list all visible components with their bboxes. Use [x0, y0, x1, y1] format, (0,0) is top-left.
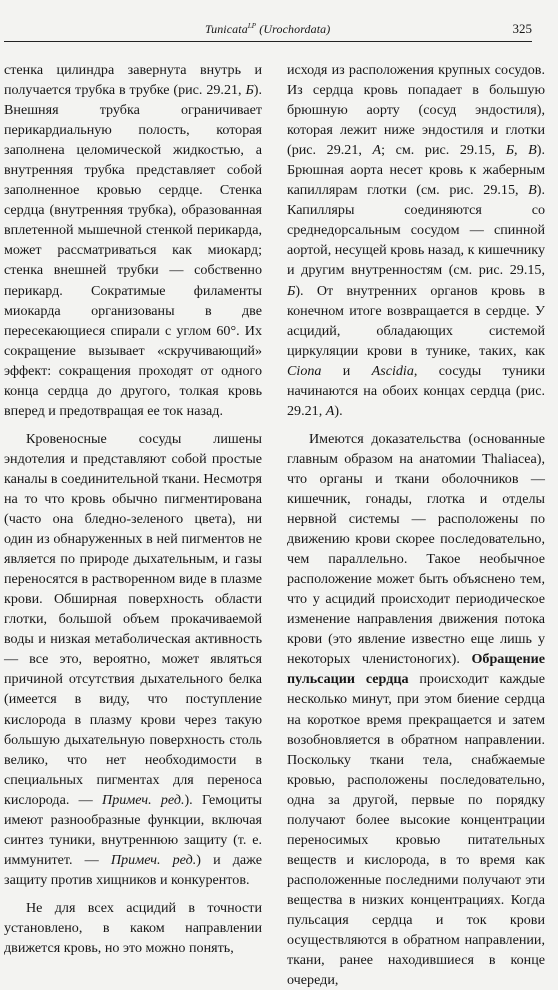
running-head — [205, 22, 330, 37]
left-paragraph-1: стенка цилиндра завернута внутрь и получается трубка в трубке (рис. 29.21, Б). Внешняя трубка ограничивает перикардиальную полость, которая заполнена целомической жидкостью, а внутренняя трубка представляет собой заполненное кровью сердце. Стенка сердца (внутренняя трубка), образованная вплетенной мышечной стенкой перикарда, может рассматриваться как миокард; стенка внешней трубки — собственно перикард. Сократимые филаменты миокарда организованы в две пересекающиеся спирали с углом 60°. Их сокращение вызывает «скручивающий» эффект: сокращения проходят от одного конца сердца до другого, толкая кровь вперед и предотвращая ее ток назад. — [4, 62, 262, 419]
running-title-superscript: LP — [247, 22, 257, 30]
header-rule — [4, 41, 532, 42]
bold-term: Обращение пульсации сердца — [287, 651, 545, 688]
right-paragraph-2: Имеются доказательства (основанные главным образом на анатомии Thaliacea), что органы и ткани оболочников — кишечник, гонады, глотка и отделы нервной системы — расположены по движению крови скорее последовательно, чем параллельно. Такое необычное расположение может быть объяснено тем, что у асцидий происходит периодическое изменение направления движения потока крови (это явление известно еще лишь у некоторых членистоногих). Обращение пульсации сердца происходит каждые несколько минут, при этом биение сердца на короткое время прекращается и затем возобновляется в обратном направлении. Поскольку ткани тела, снабжаемые кровью, расположены последовательно, одна за другой, первые по порядку получают более высокие концентрации переносимых кровью питательных веществ и кислорода, в то время как расположенные последними получают эти вещества в низких концентрациях. Когда пульсация сердца и ток крови осуществляются в обратном направлении, ткани, ранее находившиеся в конце очереди, — [287, 430, 545, 989]
page-number: 325 — [512, 21, 532, 36]
page-header — [0, 0, 558, 44]
right-paragraph-1: исходя из расположения крупных сосудов. Из сердца кровь попадает в большую брюшную аорту (сосуд эндостиля), которая лежит ниже эндостиля и глотки (рис. 29.21, А; см. рис. 29.15, Б, В). Брюшная аорта несет кровь к жаберным капиллярам глотки (см. рис. 29.15, В). Капилляры соединяются со среднедорсальным сосудом — спинной аортой, несущей кровь назад, к кишечнику и другим внутренностям (см. рис. 29.15, Б). От внутренних органов кровь в конечном итоге возвращается в сердце. У асцидий, обладающих системой циркуляции крови в тунике, таких, как Ciona и Ascidia, сосуды туники начинаются на обоих концах сердца (рис. 29.21, А). — [287, 62, 545, 419]
running-subtitle: (Urochordata) — [259, 22, 331, 36]
left-paragraph-3: Не для всех асцидий в точности установлено, в каком направлении движется кровь, но это можно понять, — [4, 899, 262, 957]
left-column — [4, 60, 262, 958]
running-title: Tunicata — [205, 22, 248, 36]
right-column — [287, 60, 545, 990]
left-paragraph-2: Кровеносные сосуды лишены эндотелия и представляют собой простые каналы в соединительной ткани. Несмотря на то что кровь обычно пигментирована (часто она бледно-зеленого цвета), ни один из обнаруженных в ней пигментов не является по природе дыхательным, и газы переносятся в растворенном виде в плазме крови. Обширная поверхность области глотки, большой объем прокачиваемой воды и низкая метаболическая активность — все это, вероятно, может являться причиной отсутствия дыхательного белка (имеется в виду, что поступление кислорода в плазму крови через такую большую дыхательную поверхность столь велико, что нет необходимости в специальных пигментах для переноса кислорода. — Примеч. ред.). Гемоциты имеют разнообразные функции, включая синтез туники, внутреннюю защиту (т. е. иммунитет. — Примеч. ред.) и даже защиту против хищников и конкурентов. — [4, 430, 262, 888]
